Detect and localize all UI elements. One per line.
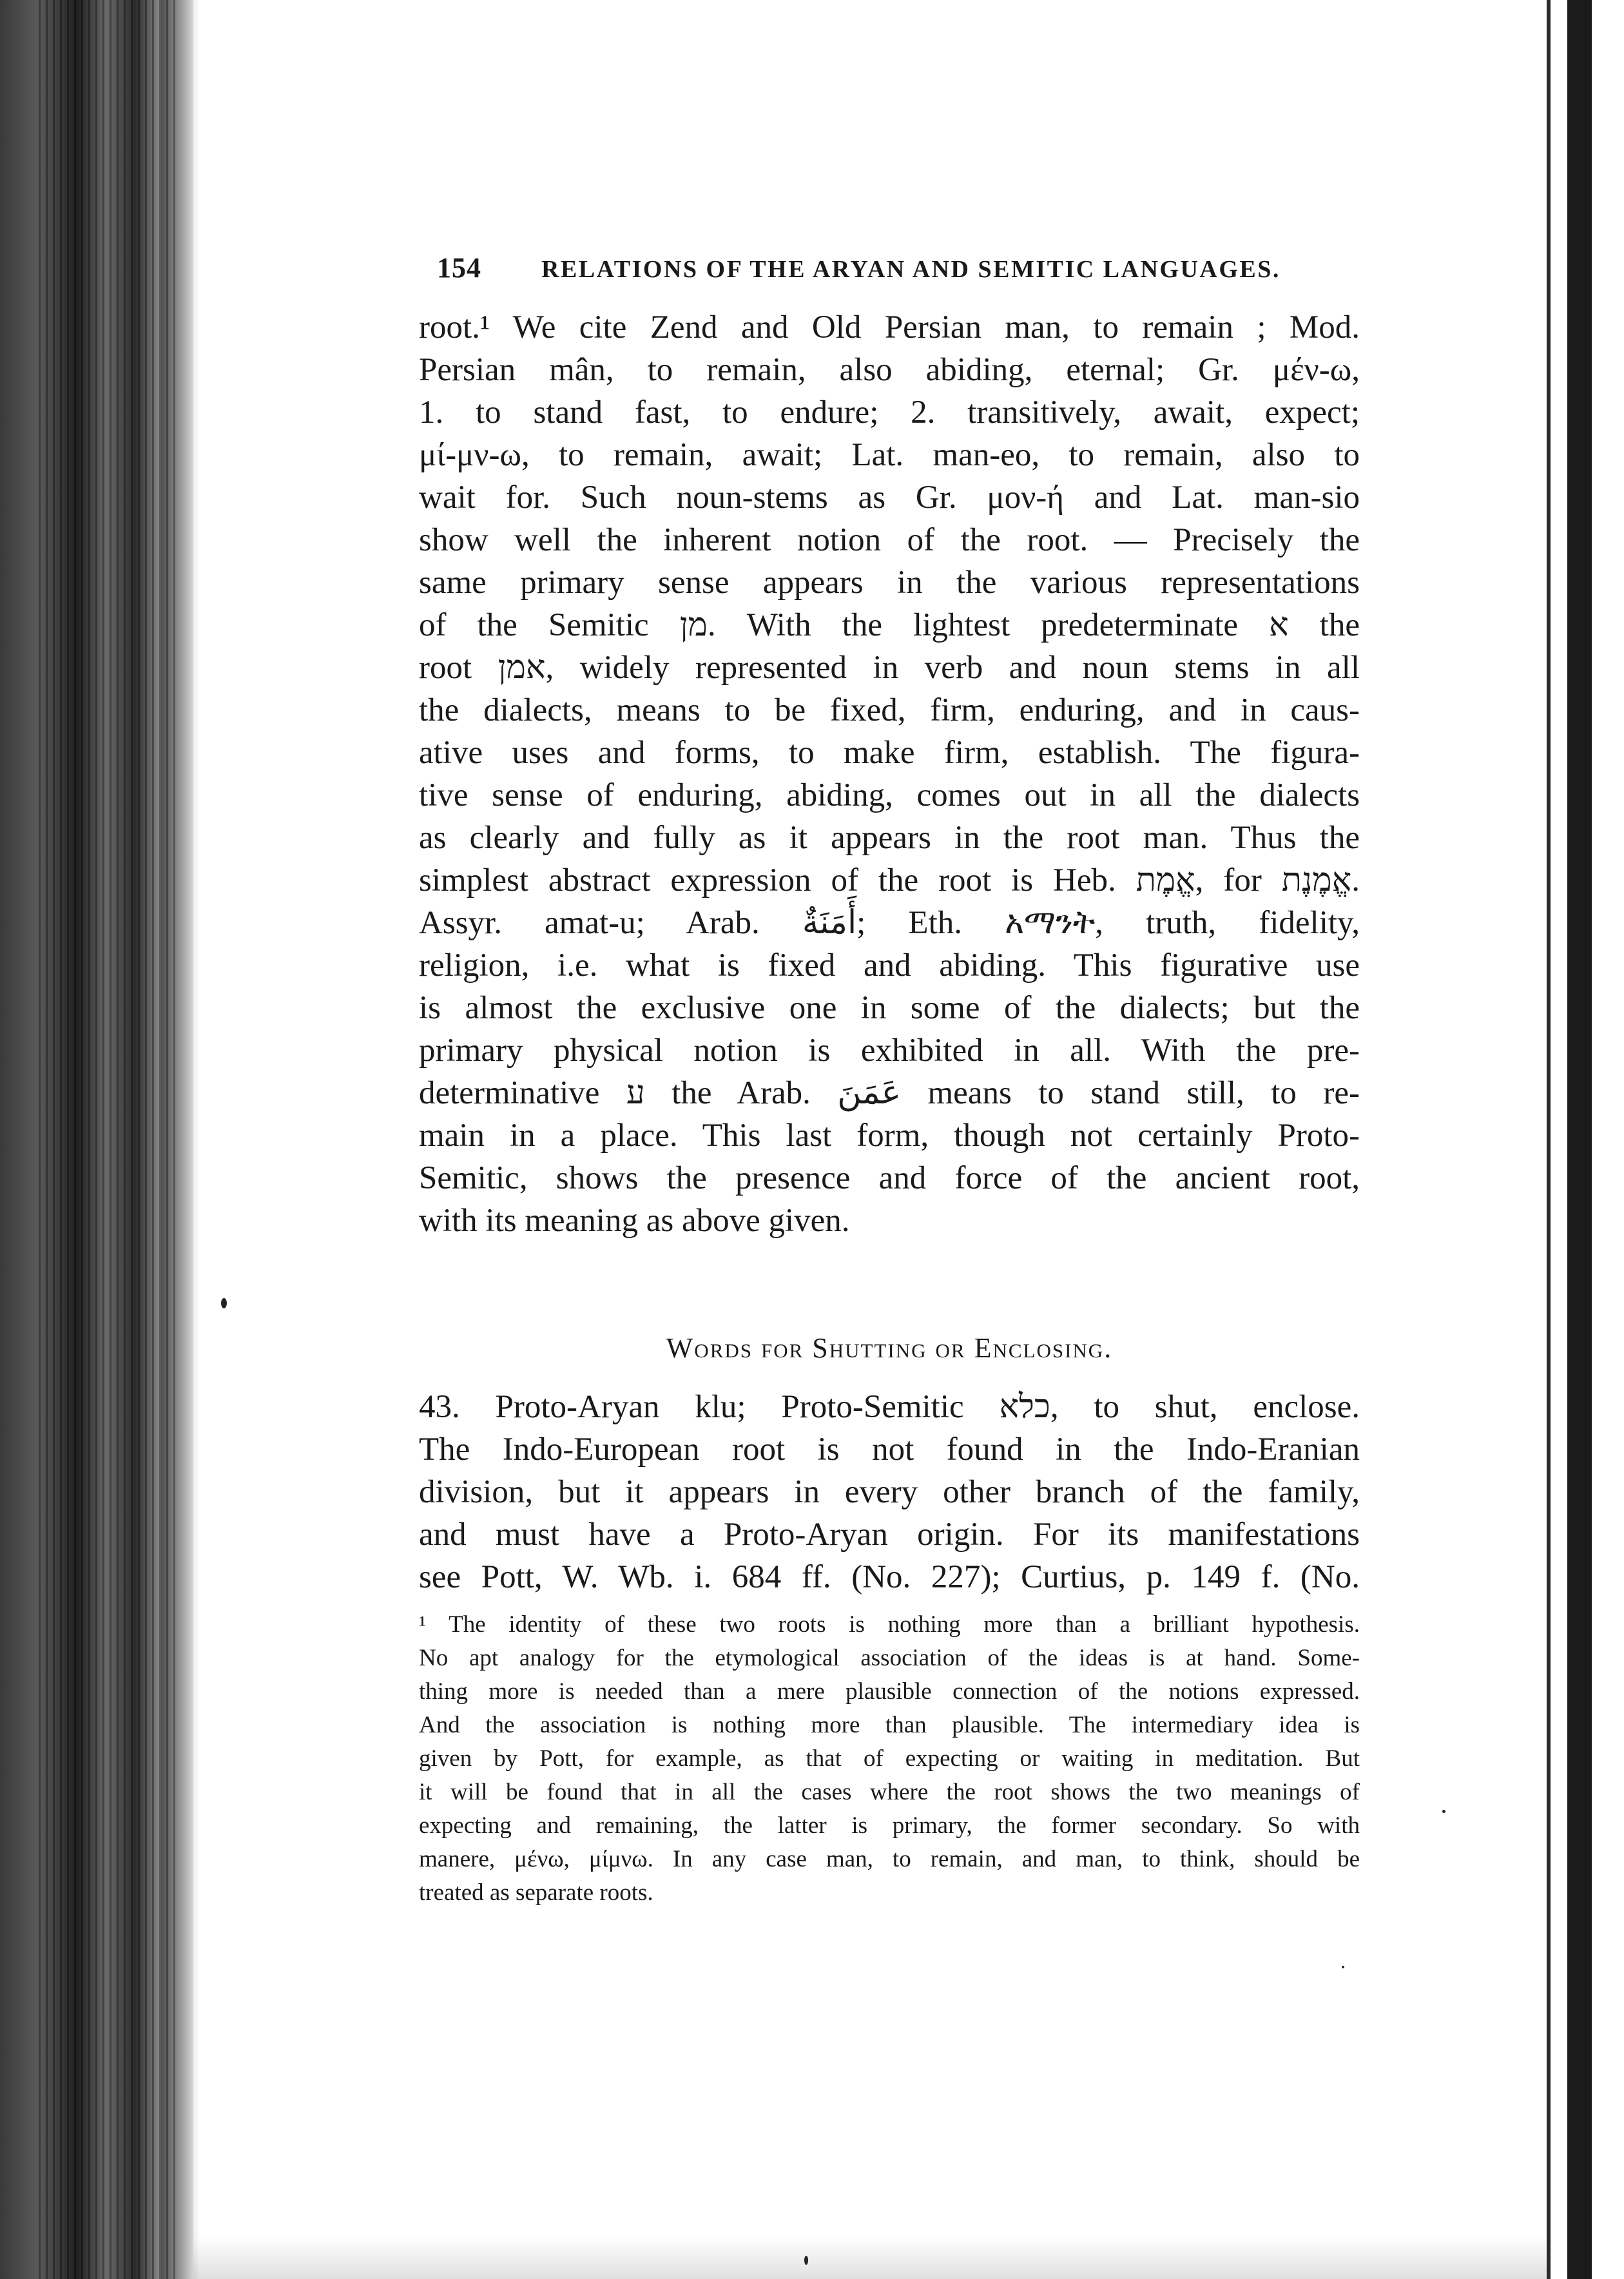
text-line: root אמן, widely represented in verb and noun stems in all	[419, 650, 1360, 686]
footnote-line: ¹ The identity of these two roots is nothing more than a brilliant hypothesis.	[419, 1611, 1360, 1638]
text-line: see Pott, W. Wb. i. 684 ff. (No. 227); Curtius, p. 149 f. (No.	[419, 1559, 1360, 1595]
text-line: show well the inherent notion of the root. — Precisely the	[419, 522, 1360, 558]
gutter-shadow	[161, 0, 200, 2279]
footnote-line: And the association is nothing more than plausible. The intermediary idea is	[419, 1712, 1360, 1738]
footnote-line: treated as separate roots.	[419, 1879, 653, 1906]
text-line: as clearly and fully as it appears in the root man. Thus the	[419, 820, 1360, 856]
text-line: religion, i.e. what is fixed and abiding. This figurative use	[419, 947, 1360, 984]
text-line: with its meaning as above given.	[419, 1203, 850, 1239]
right-edge-line	[1547, 0, 1551, 2279]
text-line: 43. Proto-Aryan klu; Proto-Semitic כלא, to shut, enclose.	[419, 1389, 1360, 1425]
text-line: primary physical notion is exhibited in all. With the pre-	[419, 1033, 1360, 1069]
footnote-line: it will be found that in all the cases where the root shows the two meanings of	[419, 1779, 1360, 1805]
page-number: 154	[437, 252, 481, 284]
text-line: 1. to stand fast, to endure; 2. transitively, await, expect;	[419, 394, 1360, 431]
speck-mark	[804, 2256, 808, 2265]
speck-mark	[221, 1298, 227, 1308]
text-line: main in a place. This last form, though not certainly Proto-	[419, 1118, 1360, 1154]
footnote-line: thing more is needed than a mere plausible connection of the notions expressed.	[419, 1678, 1360, 1705]
section-heading: Words for Shutting or Enclosing.	[666, 1332, 1113, 1364]
speck-mark	[1342, 1966, 1344, 1968]
text-line: ative uses and forms, to make firm, establish. The figura-	[419, 735, 1360, 771]
footnote	[419, 1608, 1360, 1910]
text-line: same primary sense appears in the various representations	[419, 565, 1360, 601]
text-line: the dialects, means to be fixed, firm, enduring, and in caus-	[419, 692, 1360, 728]
footnote-line: No apt analogy for the etymological association of the ideas is at hand. Some-	[419, 1645, 1360, 1671]
text-line: simplest abstract expression of the root is Heb. אֱמֶת, for אֱמֶנֶת.	[419, 862, 1360, 898]
text-line: Assyr. amat-u; Arab. أَمَنَةٌ; Eth. አማንት, truth, fidelity,	[419, 905, 1360, 941]
binding-texture	[39, 0, 180, 2279]
text-line: division, but it appears in every other branch of the family,	[419, 1474, 1360, 1510]
speck-mark	[1442, 1810, 1445, 1813]
footnote-line: manere, μένω, μίμνω. In any case man, to remain, and man, to think, should be	[419, 1846, 1360, 1872]
running-title: RELATIONS OF THE ARYAN AND SEMITIC LANGUAGES.	[541, 256, 1281, 283]
footnote-line: given by Pott, for example, as that of expecting or waiting in meditation. But	[419, 1745, 1360, 1772]
text-line: μί-μν-ω, to remain, await; Lat. man-eo, to remain, also to	[419, 437, 1360, 473]
text-line: The Indo-European root is not found in the Indo-Eranian	[419, 1431, 1360, 1468]
text-line: wait for. Such noun-stems as Gr. μον-ή and Lat. man-sio	[419, 480, 1360, 516]
text-line: Semitic, shows the presence and force of the ancient root,	[419, 1160, 1360, 1196]
bottom-shadow	[193, 2236, 1547, 2279]
text-line: tive sense of enduring, abiding, comes out in all the dialects	[419, 777, 1360, 813]
section-paragraph	[419, 1386, 1360, 1598]
body-paragraph	[419, 306, 1360, 1242]
right-edge-bar	[1567, 0, 1592, 2279]
text-line: root.¹ We cite Zend and Old Persian man, to remain ; Mod.	[419, 309, 1360, 345]
text-line: of the Semitic מן. With the lightest predeterminate א the	[419, 607, 1360, 643]
text-line: is almost the exclusive one in some of the dialects; but the	[419, 990, 1360, 1026]
text-line: and must have a Proto-Aryan origin. For its manifestations	[419, 1517, 1360, 1553]
page-header	[419, 251, 1295, 296]
text-line: determinative ע the Arab. عَمَنَ means to stand still, to re-	[419, 1075, 1360, 1111]
footnote-line: expecting and remaining, the latter is primary, the former secondary. So with	[419, 1812, 1360, 1839]
text-line: Persian mân, to remain, also abiding, eternal; Gr. μέν-ω,	[419, 352, 1360, 388]
